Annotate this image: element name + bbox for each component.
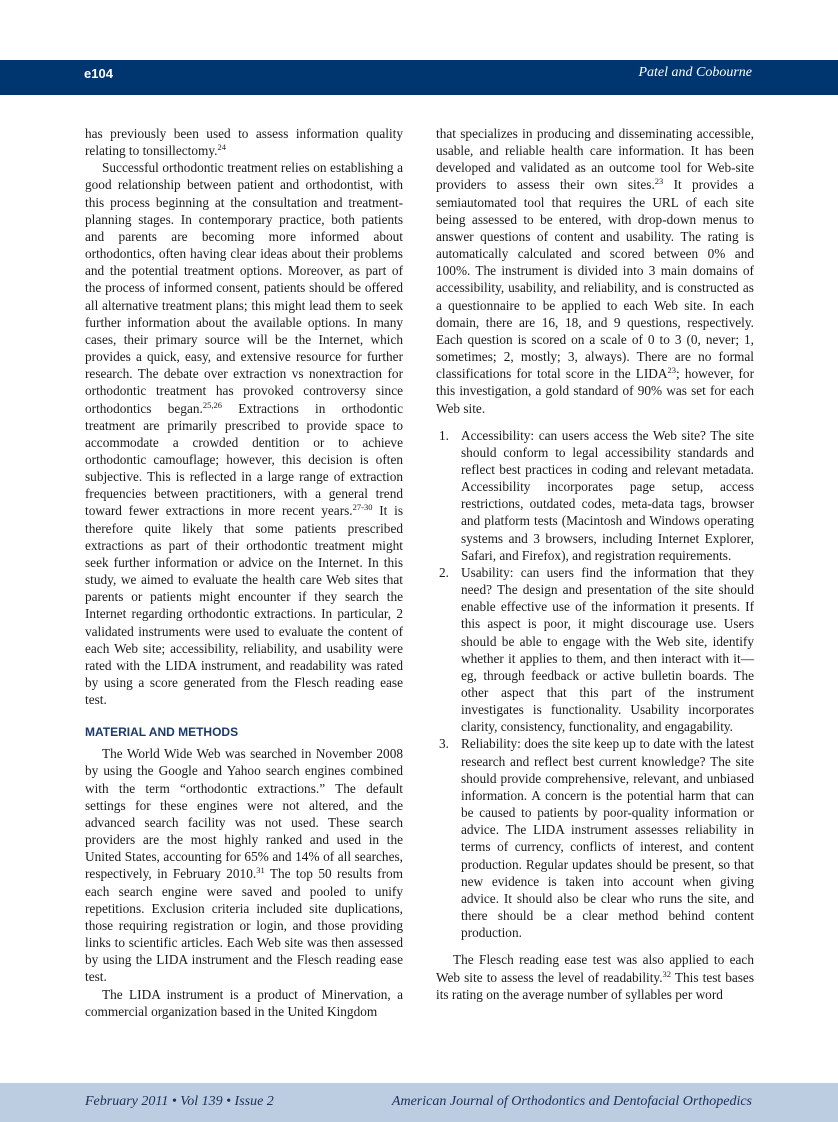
left-paragraphs-after: [85, 745, 403, 1020]
list-item-text: Usability: can users find the information that they need? The design and presentation of the site should enable effective use of the information it presents. If this aspect is poor, it might discourage use. Users should be able to engage with the Web site, identify whether it applies to them, and then interact with it—eg, through feedback or active bulletin boards. The other aspect that this part of the instrument investigates is functionality. Usability incorporates clarity, consistency, functionality, and engagability.: [461, 564, 754, 735]
list-item: [436, 427, 754, 564]
list-number: 2.: [439, 564, 449, 580]
page-number: e104: [84, 66, 113, 81]
citation-superscript: 24: [217, 142, 226, 153]
list-number: 3.: [439, 736, 449, 752]
list-item: [436, 735, 754, 941]
paragraph-text: The top 50 results from each search engine were saved and pooled to unify repetitions. Exclusion criteria included site duplications, those requiring registration or login, and those providing links to scientific articles. Each Web site was then assessed by using the LIDA instrument and the Flesch reading ease test.: [85, 866, 404, 985]
body-paragraph: [85, 745, 403, 985]
body-paragraph: [436, 951, 754, 1002]
left-column: [85, 125, 403, 1020]
list-item-text: Accessibility: can users access the Web site? The site should conform to legal accessibility standards and reflect best practices in coding and relevant metadata. Accessibility incorporates page setup, access restrictions, outdated codes, meta-data tags, browser and platform tests (Macintosh and Windows operating systems and 3 browsers, including Internet Explorer, Safari, and Firefox), and registration requirements.: [461, 427, 754, 563]
right-paragraphs-after: [436, 951, 754, 1002]
citation-superscript: 23: [654, 176, 664, 187]
footer-issue: February 2011 • Vol 139 • Issue 2: [85, 1094, 274, 1109]
footer-journal: American Journal of Orthodontics and Dentofacial Orthopedics: [391, 1094, 752, 1109]
paragraph-text: It is therefore quite likely that some patients prescribed extractions as part of their orthodontic treatment might seek further information or advice on the Internet. In this study, we aimed to evaluate the health care Web sites that parents or patients might encounter if they search the Internet regarding orthodontic extractions. In particular, 2 validated instruments were used to evaluate the content of each Web site; accessibility, reliability, and usability were rated with the LIDA instrument, and readability was rated by using a score generated from the Flesch reading ease test.: [85, 503, 403, 708]
list-number: 1.: [439, 427, 449, 443]
citation-superscript: 23: [667, 365, 677, 376]
paragraph-text: that specializes in producing and disseminating accessible, usable, and reliable health care information. It has been developed and validated as an outcome tool for Web-site providers to assess their own sites.: [436, 126, 754, 193]
paragraph-text: This test bases its rating on the average number of syllables per word: [436, 969, 754, 1002]
paragraph-text: The LIDA instrument is a product of Minervation, a commercial organization based in the United Kingdom: [85, 986, 403, 1019]
left-paragraphs: [85, 125, 403, 708]
paragraph-text: Successful orthodontic treatment relies on establishing a good relationship between patient and orthodontist, with this process beginning at the consultation and treatment-planning stages. In contemporary practice, both patients and parents are becoming more informed about orthodontics, often having clear ideas about their problems and the potential treatment options. Moreover, as part of the process of informed consent, patients should be offered all alternative treatment plans; this might lead them to seek further information about the available options. In many cases, their primary source will be the Internet, which provides a quick, easy, and extensive resource for further research. The debate over extraction vs nonextraction for orthodontic treatment has provoked controversy since orthodontics began.: [85, 160, 403, 416]
body-paragraph: [85, 159, 403, 708]
citation-superscript: 31: [256, 865, 265, 876]
citation-superscript: 25,26: [202, 399, 222, 410]
list-item: [436, 564, 754, 736]
paragraph-text: ; however, for this investigation, a gold standard of 90% was set for each Web site.: [436, 366, 755, 416]
lida-domain-list: [436, 427, 754, 942]
body-paragraph: [85, 986, 403, 1020]
body-paragraph: [436, 125, 754, 417]
page-header: [0, 60, 838, 95]
citation-superscript: 27-30: [352, 502, 373, 513]
list-item-text: Reliability: does the site keep up to date with the latest research and reflect best current knowledge? The site should provide comprehensive, relevant, and unbiased information. A concern is the potential harm that can be caused to patients by poor-quality information or advice. The LIDA instrument assesses reliability in terms of currency, conflicts of interest, and content production. Regular updates should be present, so that new evidence is taken into account when giving advice. It should also be clear who runs the site, and there should be a clear method behind content production.: [461, 736, 754, 941]
section-heading: MATERIAL AND METHODS: [85, 725, 239, 740]
paragraph-text: It provides a semiautomated tool that requires the URL of each site being assessed to be entered, with drop-down menus to answer questions of content and usability. The rating is automatically calculated and scored between 0% and 100%. The instrument is divided into 3 main domains of accessibility, usability, and reliability, and is constructed as a questionnaire to be applied to each Web site. In each domain, there are 16, 18, and 9 questions, respectively. Each question is scored on a scale of 0 to 3 (0, never; 1, sometimes; 2, mostly; 3, always). There are no formal classifications for total score in the LIDA: [436, 177, 754, 382]
paragraph-text: has previously been used to assess information quality relating to tonsillectomy.: [85, 126, 403, 159]
paragraph-text: Extractions in orthodontic treatment are primarily prescribed to provide space to accommodate a crowded dentition or to achieve orthodontic camouflage; however, this decision is often subjective. This is reflected in a large range of extraction frequencies between practitioners, with a general trend toward fewer extractions in more recent years.: [85, 400, 403, 519]
right-paragraphs: [436, 125, 754, 417]
paragraph-text: The Flesch reading ease test was also applied to each Web site to assess the level of readability.: [436, 952, 754, 985]
right-column: [436, 125, 754, 1003]
paragraph-text: The World Wide Web was searched in November 2008 by using the Google and Yahoo search engines combined with the term “orthodontic extractions.” The default settings for these engines were not altered, and the advanced search facility was not used. These search providers are the most highly ranked and used in the United States, accounting for 65% and 14% of all searches, respectively, in February 2010.: [85, 746, 403, 882]
citation-superscript: 32: [662, 968, 672, 979]
page-footer: [0, 1083, 838, 1122]
body-paragraph: [85, 125, 403, 159]
running-head-authors: Patel and Cobourne: [638, 65, 752, 80]
